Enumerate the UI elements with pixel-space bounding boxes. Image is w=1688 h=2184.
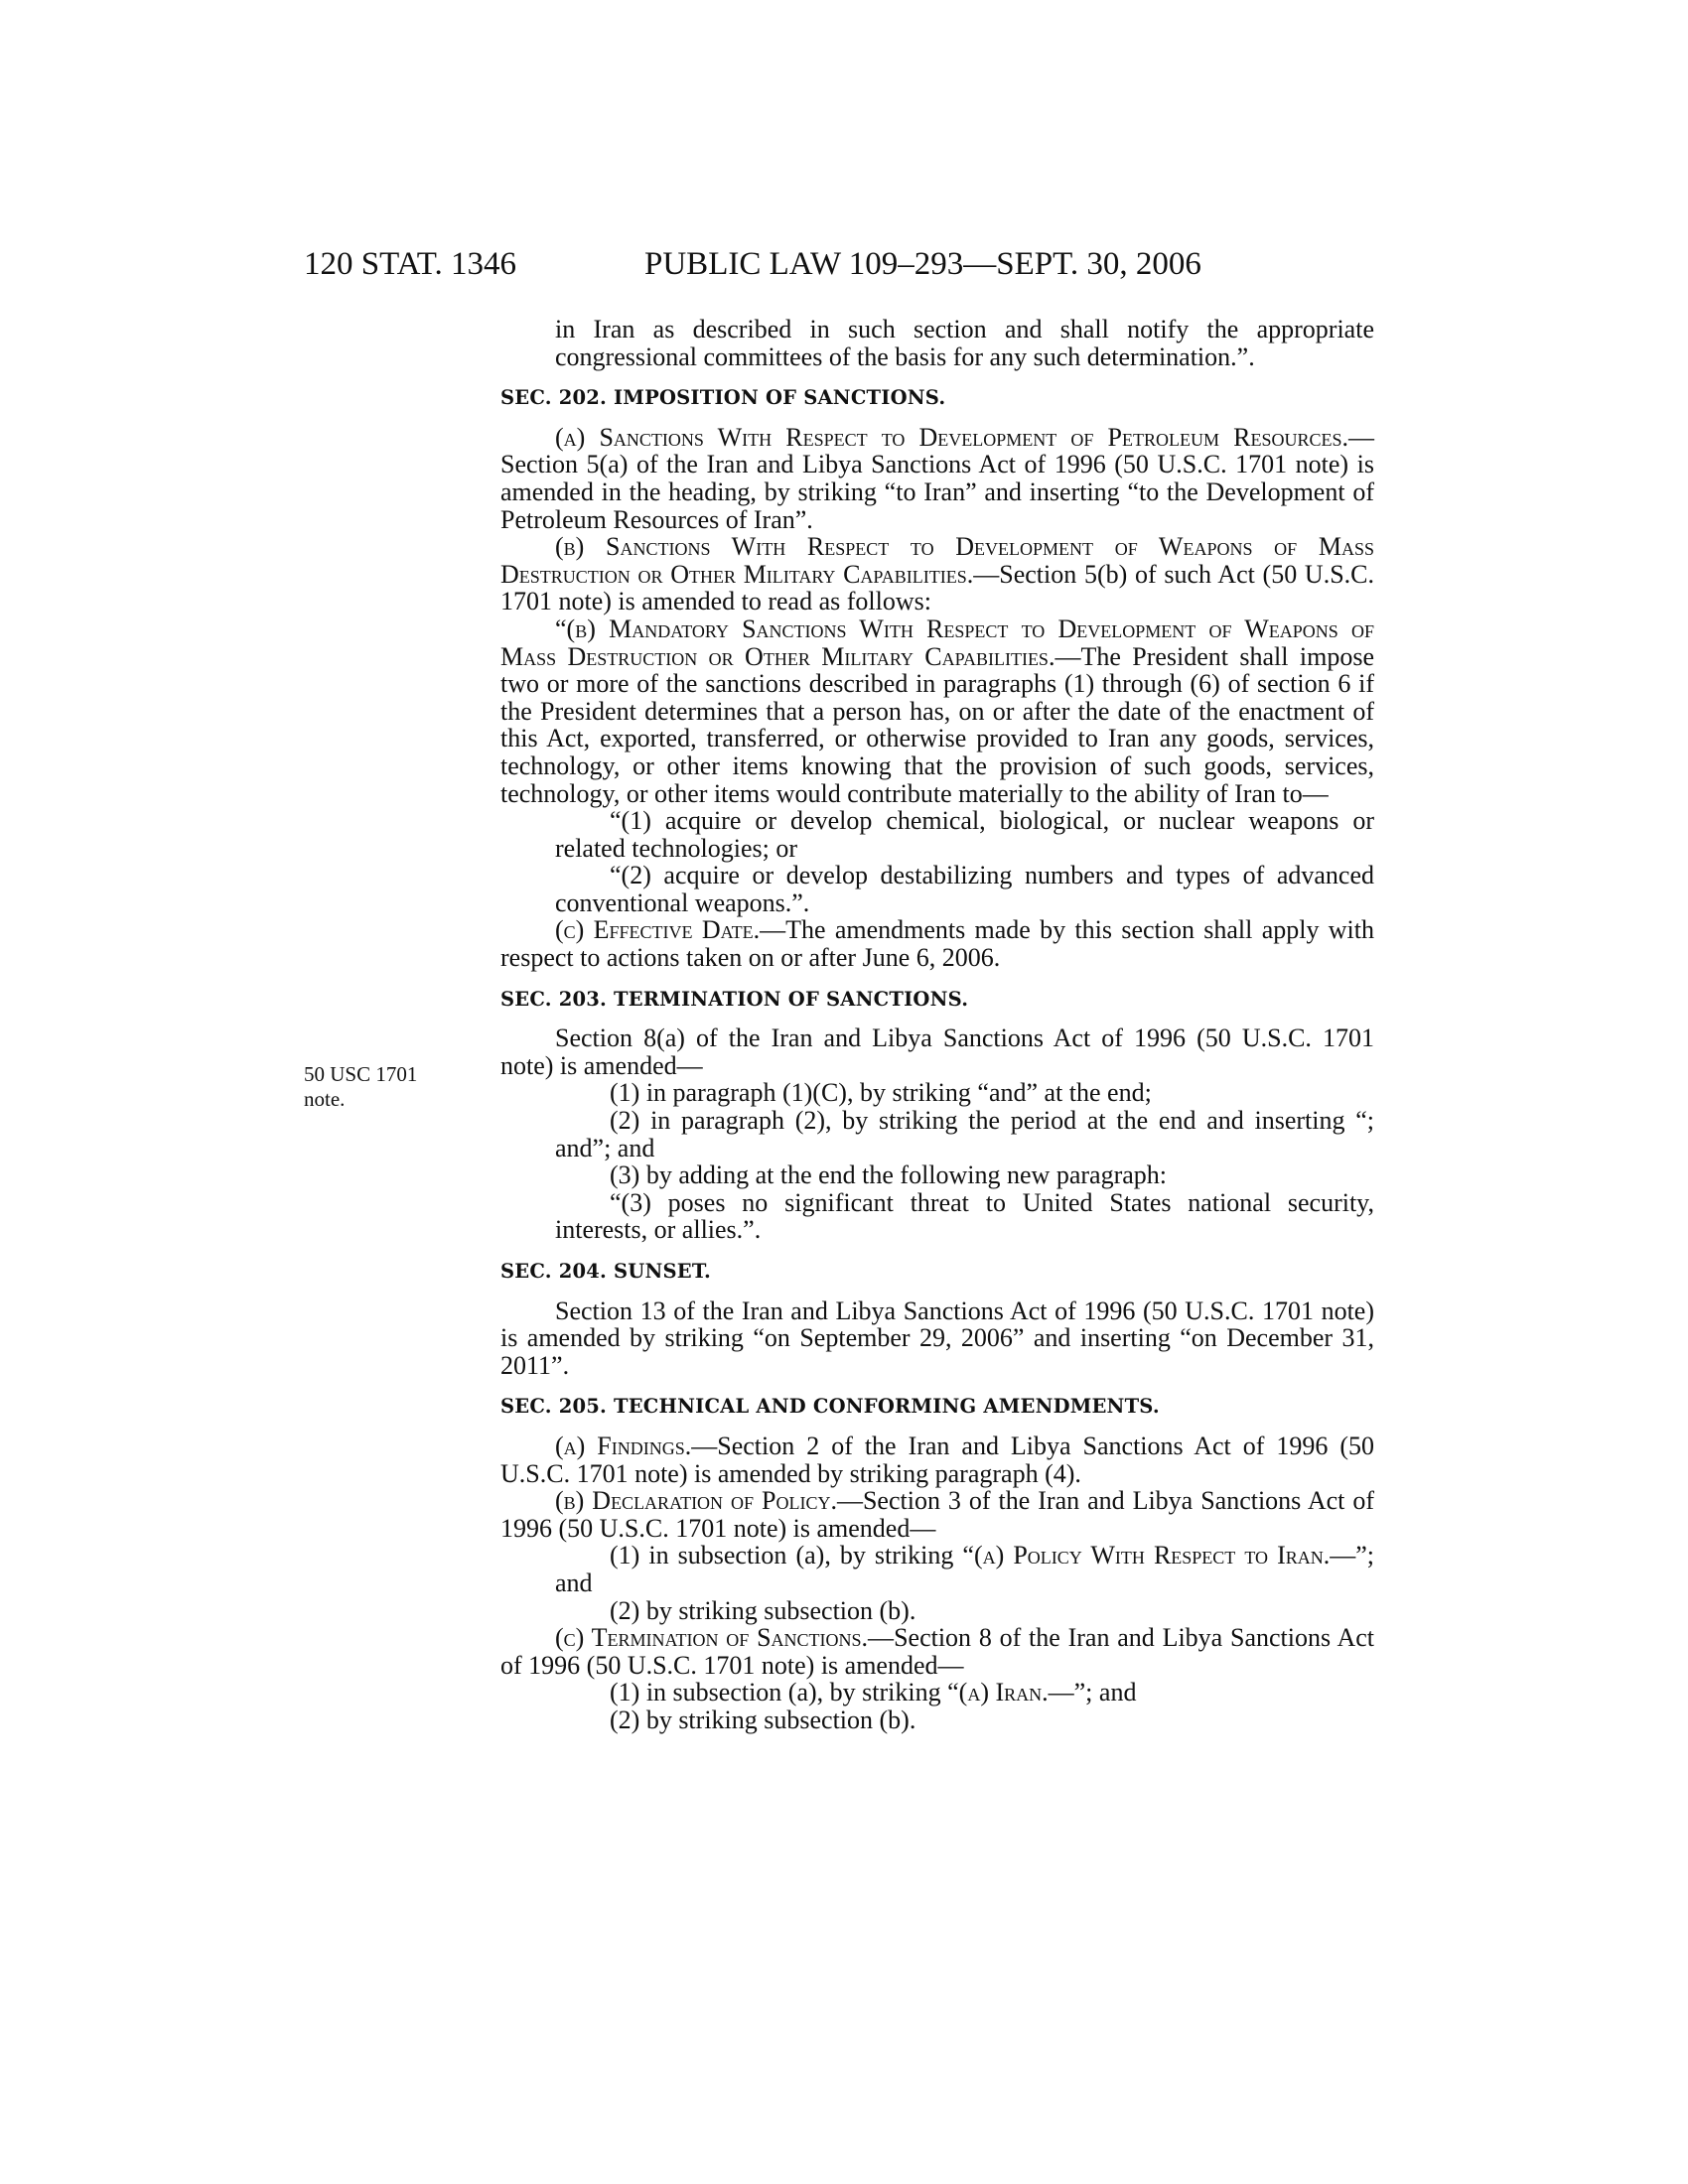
quoted-caption: “(b) Mandatory Sanctions With Respect to Development of Weapons of Mass Destruction or Other Military Capabilities.—: [500, 614, 1374, 671]
margin-note-citation: 50 USC 1701: [304, 1062, 418, 1086]
subsection-caption: (a) Findings.—: [555, 1431, 718, 1460]
struck-caption: (a) Iran.—: [958, 1678, 1074, 1707]
subsection-caption: (a) Sanctions With Respect to Development of Petroleum Resources.—: [555, 422, 1374, 452]
text-fragment: ”; and: [555, 1541, 1375, 1597]
section-204-heading: SEC. 204. SUNSET.: [500, 1260, 712, 1283]
quoted-paragraph-1: “(1) acquire or develop chemical, biological, or nuclear weapons or related technologies; or: [555, 806, 1374, 863]
subsection-caption: (b) Sanctions With Respect to Development of Weapons of Mass Destruction or Other Military Capabilities.—: [500, 532, 1374, 589]
quoted-paragraph-3: “(3) poses no significant threat to United States national security, interests, or allies.”.: [555, 1187, 1374, 1245]
section-205-c-paragraph-2: (2) by striking subsection (b).: [610, 1705, 916, 1734]
text-fragment: (1) in subsection (a), by striking “: [610, 1541, 974, 1570]
struck-caption: (a) Policy With Respect to Iran.—: [973, 1541, 1356, 1570]
section-202-subsection-c: [500, 916, 1374, 971]
section-205-heading: SEC. 205. TECHNICAL AND CONFORMING AMENDMENTS.: [500, 1395, 1160, 1419]
section-205-subsection-c: [500, 1624, 1374, 1679]
statute-body: [500, 316, 1374, 1734]
quoted-text: The President shall impose two or more of the sanctions described in paragraphs (1) through (6) of section 6 if the President determines that a person has, on or after the date of the enactment of this Act, exported, transferred, or otherwise provided to Iran any goods, services, technology, or other items knowing that the provision of such goods, services, technology, or other items would contribute materially to the ability of Iran to—: [500, 641, 1374, 808]
subsection-text: Section 8 of the Iran and Libya Sanctions Act of 1996 (50 U.S.C. 1701 note) is amended—: [500, 1623, 1374, 1680]
section-203-paragraph-1: (1) in paragraph (1)(C), by striking “and” at the end;: [610, 1078, 1152, 1108]
section-202-subsection-a: [500, 424, 1374, 533]
subsection-text: Section 2 of the Iran and Libya Sanctions Act of 1996 (50 U.S.C. 1701 note) is amended by striking paragraph (4).: [500, 1431, 1374, 1488]
page-folio: 120 STAT. 1346: [304, 246, 517, 282]
quoted-subsection-b: [500, 615, 1374, 807]
text-fragment: (1) in subsection (a), by striking “: [610, 1678, 959, 1707]
subsection-text: Section 5(b) of such Act (50 U.S.C. 1701 note) is amended to read as follows:: [500, 559, 1375, 616]
section-203-intro: Section 8(a) of the Iran and Libya Sanctions Act of 1996 (50 U.S.C. 1701 note) is amended—: [500, 1024, 1374, 1080]
section-203-paragraph-2: (2) in paragraph (2), by striking the period at the end and inserting “; and”; and: [555, 1106, 1374, 1162]
subsection-caption: (c) Termination of Sanctions.—: [555, 1623, 895, 1653]
section-202-subsection-b: [500, 533, 1374, 615]
quoted-paragraph-2: “(2) acquire or develop destabilizing numbers and types of advanced conventional weapons.”.: [555, 861, 1374, 917]
section-202-heading: SEC. 202. IMPOSITION OF SANCTIONS.: [500, 386, 946, 410]
subsection-text: The amendments made by this section shall apply with respect to actions taken on or after June 6, 2006.: [500, 915, 1374, 973]
subsection-text: Section 3 of the Iran and Libya Sanctions Act of 1996 (50 U.S.C. 1701 note) is amended—: [500, 1486, 1374, 1543]
margin-note-label: note.: [304, 1087, 346, 1111]
section-205-b-paragraph-1: [500, 1542, 1374, 1596]
section-205-subsection-a: [500, 1433, 1374, 1487]
section-205-b-paragraph-2: (2) by striking subsection (b).: [610, 1595, 916, 1625]
section-204-text: Section 13 of the Iran and Libya Sanctions Act of 1996 (50 U.S.C. 1701 note) is amended by striking “on September 29, 2006” and inserting “on December 31, 2011”.: [500, 1296, 1374, 1380]
subsection-text: Section 5(a) of the Iran and Libya Sanctions Act of 1996 (50 U.S.C. 1701 note) is amended in the heading, by striking “to Iran” and inserting “to the Development of Petroleum Resources of Iran”.: [500, 450, 1374, 534]
subsection-caption: (c) Effective Date.—: [555, 915, 786, 945]
subsection-caption: (b) Declaration of Policy.—: [555, 1486, 863, 1516]
text-fragment: ”; and: [1073, 1678, 1137, 1707]
law-citation-header: PUBLIC LAW 109–293—SEPT. 30, 2006: [644, 246, 1201, 282]
section-205-c-paragraph-1: [500, 1679, 1374, 1706]
section-203-heading: SEC. 203. TERMINATION OF SANCTIONS.: [500, 987, 969, 1011]
continued-paragraph: in Iran as described in such section and shall notify the appropriate congressional committees of the basis for any such determination.”.: [555, 315, 1374, 371]
section-203-paragraph-3: (3) by adding at the end the following new paragraph:: [610, 1160, 1167, 1190]
margin-note: [304, 1062, 417, 1112]
section-205-subsection-b: [500, 1487, 1374, 1542]
